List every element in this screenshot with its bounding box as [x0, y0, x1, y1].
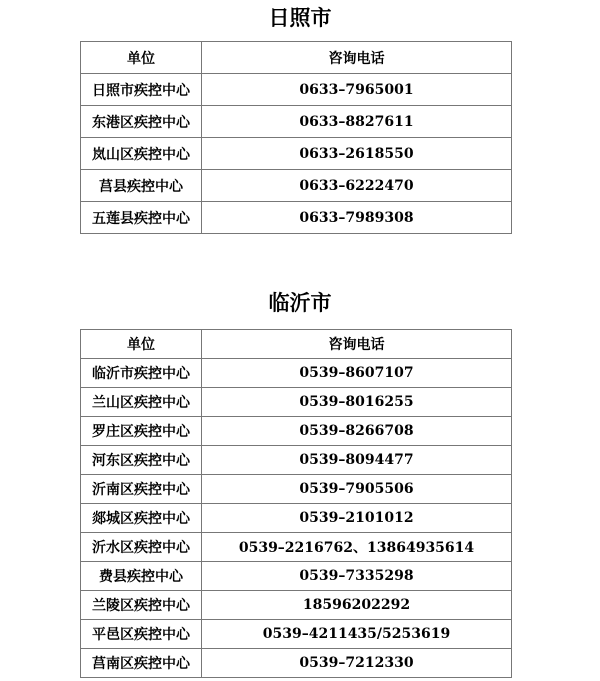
table-row	[81, 202, 512, 234]
contact-table-rizhao	[80, 41, 512, 234]
phone-cell: 0539–8607107	[202, 359, 512, 388]
table-row	[81, 359, 512, 388]
phone-cell: 0539–2216762、13864935614	[202, 533, 512, 562]
header-unit: 单位	[81, 330, 202, 359]
unit-cell: 五莲县疾控中心	[81, 202, 202, 234]
header-unit: 单位	[81, 42, 202, 74]
phone-cell: 0539–7212330	[202, 649, 512, 678]
table-row	[81, 170, 512, 202]
section-title-rizhao: 日照市	[268, 5, 332, 30]
table-row	[81, 591, 512, 620]
unit-cell: 平邑区疾控中心	[81, 620, 202, 649]
table-header-row	[81, 330, 512, 359]
table-row	[81, 388, 512, 417]
table-row	[81, 533, 512, 562]
phone-cell: 0539–7335298	[202, 562, 512, 591]
unit-cell: 费县疾控中心	[81, 562, 202, 591]
table-row	[81, 562, 512, 591]
unit-cell: 日照市疾控中心	[81, 74, 202, 106]
contact-table-linyi	[80, 329, 512, 678]
phone-cell: 0633–8827611	[202, 106, 512, 138]
phone-cell: 0539–8266708	[202, 417, 512, 446]
phone-cell: 0539–8094477	[202, 446, 512, 475]
phone-cell: 18596202292	[202, 591, 512, 620]
unit-cell: 岚山区疾控中心	[81, 138, 202, 170]
phone-cell: 0633–6222470	[202, 170, 512, 202]
phone-cell: 0539–8016255	[202, 388, 512, 417]
unit-cell: 沂水区疾控中心	[81, 533, 202, 562]
unit-cell: 东港区疾控中心	[81, 106, 202, 138]
table-header-row	[81, 42, 512, 74]
table-row	[81, 417, 512, 446]
phone-cell: 0633–2618550	[202, 138, 512, 170]
phone-cell: 0633–7989308	[202, 202, 512, 234]
header-phone: 咨询电话	[202, 330, 512, 359]
table-row	[81, 504, 512, 533]
unit-cell: 兰陵区疾控中心	[81, 591, 202, 620]
phone-cell: 0539–7905506	[202, 475, 512, 504]
unit-cell: 罗庄区疾控中心	[81, 417, 202, 446]
phone-cell: 0539–2101012	[202, 504, 512, 533]
unit-cell: 郯城区疾控中心	[81, 504, 202, 533]
unit-cell: 莒县疾控中心	[81, 170, 202, 202]
unit-cell: 兰山区疾控中心	[81, 388, 202, 417]
unit-cell: 临沂市疾控中心	[81, 359, 202, 388]
unit-cell: 沂南区疾控中心	[81, 475, 202, 504]
section-title-linyi: 临沂市	[268, 290, 332, 315]
unit-cell: 河东区疾控中心	[81, 446, 202, 475]
phone-cell: 0539–4211435/5253619	[202, 620, 512, 649]
table-row	[81, 106, 512, 138]
header-phone: 咨询电话	[202, 42, 512, 74]
table-row	[81, 74, 512, 106]
unit-cell: 莒南区疾控中心	[81, 649, 202, 678]
table-row	[81, 620, 512, 649]
table-row	[81, 138, 512, 170]
phone-cell: 0633–7965001	[202, 74, 512, 106]
table-row	[81, 475, 512, 504]
table-row	[81, 649, 512, 678]
table-row	[81, 446, 512, 475]
